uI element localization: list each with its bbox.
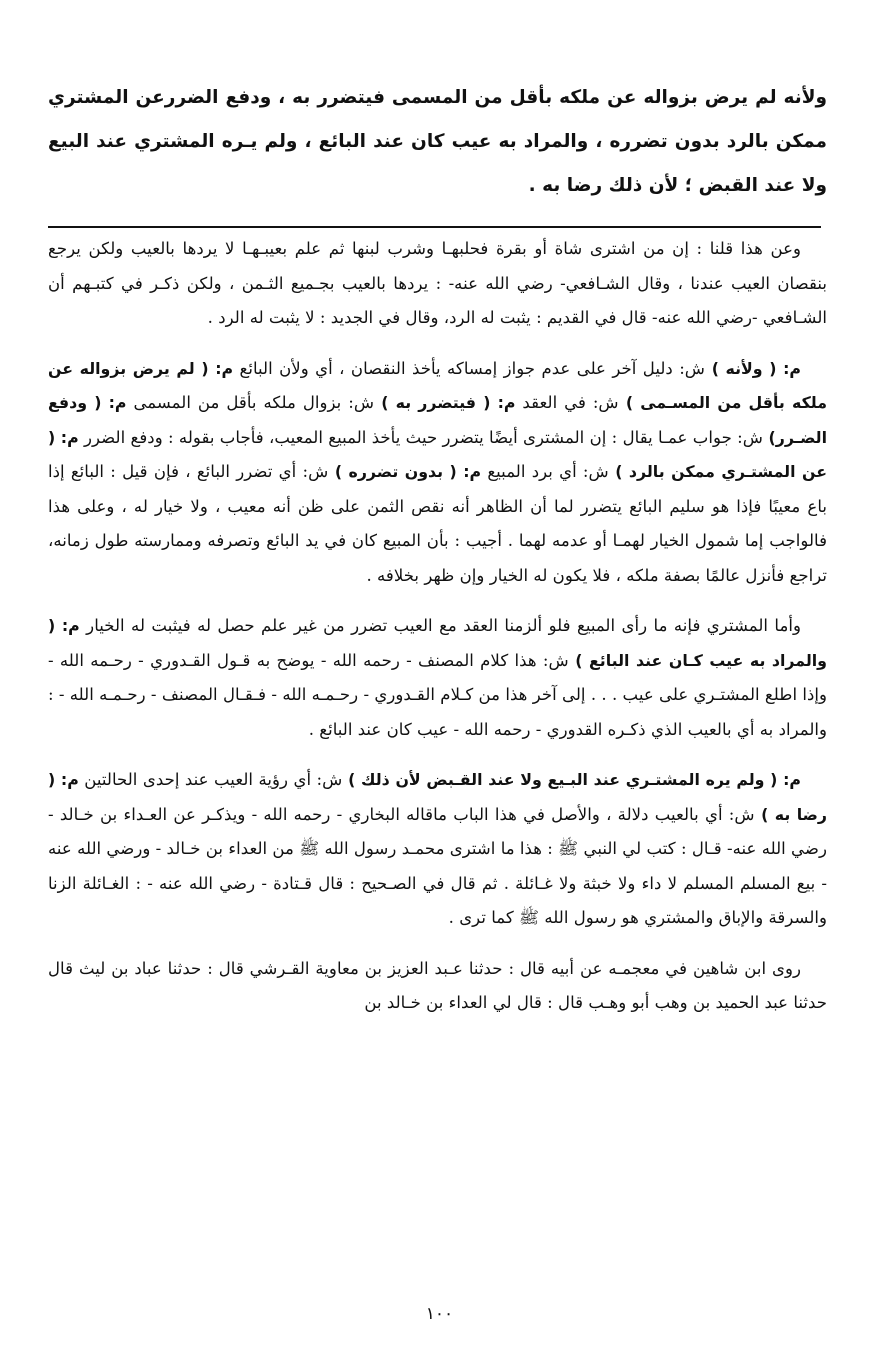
commentary-text: ش: جواب عمـا يقال : إن المشترى أيضًا يتضرر حيث يأخذ المبيع المعيب، فأجاب بقوله : ودفع الضرر	[78, 427, 763, 447]
commentary-paragraph	[48, 763, 827, 936]
matn-text: ولأنه لم يرض بزواله عن ملكه بأقل من المسمى فيتضرر به ، ودفع الضررعن المشتري ممكن بالرد بدون تضرره ، والمراد به عيب كان عند البائع ، ولم يـره المشتري عند البيع ولا عند القبض ؛ لأن ذلك رضا به .	[48, 87, 827, 196]
commentary-paragraph	[48, 609, 827, 747]
commentary-text: ش: دليل آخر على عدم جواز إمساكه يأخذ النقصان ، أي ولأن البائع	[233, 358, 706, 378]
commentary-text: ش: أي تضرر البائع ، فإن قيل : البائع إذا باع معيبًا فإذا هو سليم البائع يتضرر لما أن الظاهر أنه نقص الثمن على ظن أنه معيب ، ولا خيار له ، وعلى هذا فالواجب إما شمول الخيار لهمـا أو عدمه لهما . أجيب : بأن المبيع كان في يد البائع وتصرفه وممارسته طول زمانه، تراجع فأنزل عالمًا بصفة ملكه ، فلا يكون له الخيار وإن ظهر بخلافه .	[48, 462, 827, 585]
commentary-text: ش: في العقد	[515, 393, 619, 412]
commentary-text: ش: بزوال ملكه بأقل من المسمى	[126, 393, 375, 412]
commentary-text: وعن هذا قلنا : إن من اشترى شاة أو بقرة فحلبهـا وشرب لبنها ثم علم بعيبـهـا لا يردها بالعيب ولكن يرجع بنقصان العيب عندنا ، وقال الشـافعي- رضي الله عنه- : يردها بالعيب بجـميع الثـمن ، ولكن ذكـر في كتبـهم أن الشـافعي -رضي الله عنه- قال في القديم : يثبت له الرد، وقال في الجديد : لا يثبت له الرد .	[48, 239, 827, 327]
matn-quote: م: ( فيتضرر به )	[374, 393, 516, 412]
matn-quote: م: ( لم يرض بزواله عن ملكه بأقل من المسـمى )	[48, 358, 827, 412]
matn-quote: م: ( بدون تضرره )	[328, 462, 482, 481]
commentary-text: روى ابن شاهين في معجمـه عن أبيه قال : حدثنا عـبد العزيز بن معاوية القـرشي قال : حدثنا عباد بن ليث قال حدثنا عبد الحميد بن وهب أبو وهـب قال : قال لي العداء بن خـالد بن	[48, 958, 827, 1012]
commentary-text: ش: هذا كلام المصنف - رحمه الله - يوضح به قـول القـدوري - رحـمه الله - وإذا اطلع المشتـري على عيب . . . إلى آخر هذا من كـلام القـدوري - رحـمـه الله - فـقـال المصنف - رحـمـه الله - : والمراد به أي بالعيب الذي ذكـره القدوري - رحمه الله - عيب كان عند البائع .	[48, 650, 827, 739]
commentary-text: ش: أي بالعيب دلالة ، والأصل في هذا الباب ماقاله البخاري - رحمه الله - ويذكـر عن العـداء بن خـالد - رضي الله عنه- قـال : كتب لي النبي ﷺ : هذا ما اشترى محمـد رسول الله ﷺ من العداء بن خـالد - ورضي الله عنه - بيع المسلم المسلم لا داء ولا خبثة ولا غـائلة . ثم قال في الصـحيح : قال قـتادة - رضي الله عنه - : الغـائلة الزنا والسرقة والإباق والمشتري هو رسول الله ﷺ كما ترى .	[48, 804, 827, 927]
matn-quote: م: ( ولأنه )	[705, 358, 801, 378]
section-divider	[48, 226, 821, 228]
commentary-paragraph	[48, 232, 827, 336]
matn-quote: م: ( عن المشتـري ممكن بالرد )	[48, 427, 827, 481]
matn-quote: م: ( رضا به )	[48, 770, 827, 824]
matn-quote: م: ( والمراد به عيب كـان عند البائع )	[48, 616, 827, 670]
matn-quote: م: ( ولم يره المشتـري عند البـيع ولا عند القـبض لأن ذلك )	[342, 770, 801, 789]
commentary-paragraph	[48, 952, 827, 1021]
commentary-paragraph	[48, 352, 827, 594]
commentary-text: وأما المشتري فإنه ما رأى المبيع فلو ألزمنا العقد مع العيب تضرر من غير علم حصل له فيثبت له الخيار	[79, 616, 801, 635]
page-number: ١٠٠	[425, 1304, 454, 1324]
commentary-text: ش: أي برد المبيع	[481, 462, 609, 481]
sharh-commentary	[48, 232, 827, 1037]
matn-quote: م: ( ودفع الضـرر)	[48, 393, 827, 447]
commentary-text: ش: أي رؤية العيب عند إحدى الحالتين	[78, 770, 343, 789]
